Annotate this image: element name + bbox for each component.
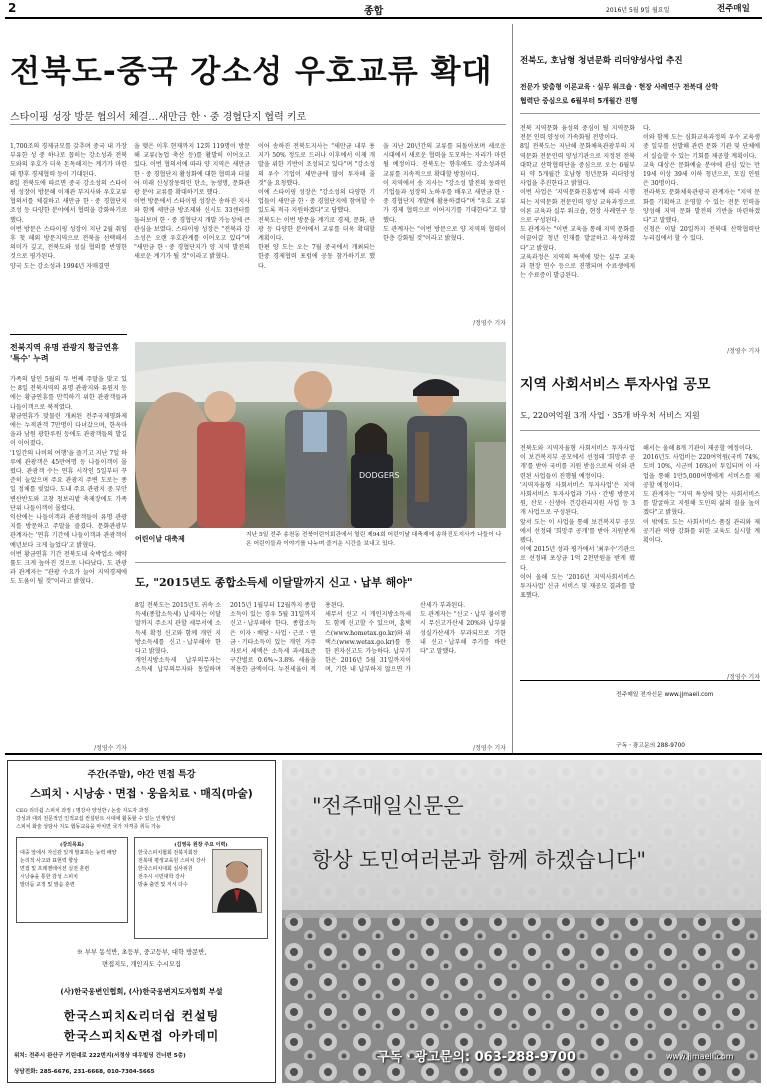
service-sub-rule <box>520 430 760 431</box>
profile-item: 전주시 시민대학 강사 <box>138 874 185 880</box>
sidebar-top-rule <box>10 334 127 335</box>
speech-ad-top-line: 주간(주말), 야간 면접 특강 <box>87 770 196 780</box>
right-column-divider <box>512 24 513 754</box>
speech-ad-extra-1: ※ 부부 동석반, 초등부, 중고등부, 대학 방문반, <box>76 949 207 956</box>
page-number: 2 <box>8 1 17 15</box>
speech-ad-address: 위치: 전주시 완산구 기린대로 222번지(서정상 대우빌딩 건너편 5층) <box>14 1053 186 1059</box>
sidebar-headline: 전북지역 유명 관광지 황금연휴 '특수' 누려 <box>10 342 119 363</box>
youth-subhead: 전문가 맞춤형 이론교육ㆍ실무 워크숍ㆍ현장 사례연구 전북대 산학협력단 중심으로 6월부터 5개월간 진행 <box>520 83 719 105</box>
speech-ad-headline: 스피치ㆍ시낭송ㆍ면접ㆍ웅음치료ㆍ매직(마술) <box>30 787 253 800</box>
header-rule <box>5 17 762 19</box>
issue-date: 2016년 5월 9일 월요일 <box>606 7 670 14</box>
speech-ad-name1: 한국스피치&리더쉽 컨설팅 <box>63 1009 220 1023</box>
ad-slogan-line1: "전주매일신문은 <box>312 794 464 818</box>
tax-byline: /정영수 기자 <box>473 745 506 752</box>
youth-sub-rule <box>520 113 760 114</box>
page-header <box>0 0 767 18</box>
ad-contact: 구독ㆍ광고문의: 063-288-9700 <box>377 1050 576 1065</box>
main-article-col2: 을 맺은 이후 현재까지 12회 119명이 방문해 교류(농업 축산 등)를 활발히 이어오고 있다. 이번 협의서에 따라 양 지역은 새만금 한ㆍ중 경협단지 활성화에 대한 협력과 더불어 미래 신성장동력인 탄소, 농생명, 문화관광 분야 교류를 확대하기로 했다. 이번 방문에서 스타이핑 성장은 송하진 지사와 함께 새만금 방조제와 신시도 33센터를 둘러보며 한ㆍ중 경협단지 개발 가능성에 큰 관심을 보였다. 스타이핑 성장은 "전북과 강소성은 오랜 우호관계를 이어오고 있다"며 "새만금 한ㆍ중 경협단지가 양 지역 발전의 새로운 계기가 될 것"이라고 밝혔다. <box>134 143 250 261</box>
main-headline: 전북도-중국 강소성 우호교류 확대 <box>10 54 493 90</box>
photo-caption: 지난 5일 전주 송천동 전북어린이회관에서 열린 제94회 어린이날 대축제에 송하진도지사가 나들이 나온 어린이들과 이야기를 나누며 즐거운 시간을 보내고 있다. <box>246 532 502 547</box>
photo-figures <box>135 342 506 528</box>
speech-ad-bullet: 스피치 화술 상담사 지도 협동교육을 마치면 국가 자격증 취득 가능 <box>16 824 161 830</box>
section-name: 종합 <box>364 6 384 17</box>
ad-slogan-line2: 항상 도민여러분과 함께 하겠습니다" <box>312 848 646 872</box>
youth-col1: 전북 지역문화 융성의 중심이 될 지역문화 전문 인력 양성이 가속화될 전망이다. 8일 전북도는 지난해 문화체육관광부의 지역문화 전문인력 양성기관으로 지정된 전북대학교 산학협력단을 중심으로 오는 6월부터 약 5개월간 호남형 청년문화 리더양성 사업을 추진한다고 밝혔다. 이번 사업은 '지역문화진흥법'에 따라 시행되는 지역문화 전문인력 양성 교육과정으로 이론 교육과 실무 워크숍, 현장 사례연구 등으로 구성된다. 도 관계자는 "이번 교육을 통해 지역 문화를 이끌어갈 청년 인재를 발굴하고 육성하겠다"고 밝혔다. 교육과정은 지역의 특색에 맞는 실무 교육과 현장 연수 등으로 진행되며 수료생에게는 수료증이 발급된다. <box>520 125 635 280</box>
goal-item: 면접 및 프레젠테이션 실전 훈련 <box>20 866 90 872</box>
subscribe-box <box>520 680 760 748</box>
speech-ad-orgs: (사)한국웅변인협회, (사)한국웅변지도자협회 부설 <box>60 987 223 996</box>
profile-item: 한국스피치대회 심사위원 <box>138 866 193 872</box>
portrait-image <box>213 850 261 912</box>
service-col2: 해서는 올해 8개 기관이 제공할 예정이다. 2016년도 사업비는 220여억원(국비 74%, 도비 10%, 시군비 16%)이 투입되며 이 사업을 통해 1만5,000여명에게 서비스를 제공할 예정이다. 도 관계자는 "지역 특성에 맞는 사회서비스를 발굴하고 지원해 도민의 삶의 질을 높이겠다"고 밝혔다. 이 밖에도 도는 사회서비스 품질 관리와 제공기관 역량 강화를 위한 교육도 실시할 계획이다. <box>643 445 760 545</box>
photo-caption-label: 어린이날 대축제 <box>135 534 185 543</box>
speech-ad <box>7 760 276 1083</box>
goal-item: 논리적 사고와 표현력 향상 <box>20 858 78 864</box>
main-article-col1: 1,700조의 경제규모를 갖추며 중국 내 가장 부유한 성 중 하나로 꼽히는 강소성과 전북도와의 우호가 더욱 돈독해지는 계기가 마련돼 향후 경제협력 등이 기대된다. 8일 전북도에 따르면 중국 강소성의 스타이핑 성장이 방문해 이재관 부지사와 우호교류 협의서를 체결하고 새만금 한ㆍ중 경협단지 조성 등 다양한 분야에서 협력을 강화하기로 했다. 이번 방문은 스타이핑 성장이 지난 2월 취임 후 첫 해외 방문지역으로 전북을 선택해서 의미가 깊고, 전북도와 성실 협의를 반영한 것으로 평가된다. 양국 도는 강소성과 1994년 자매결연 <box>10 143 127 270</box>
main-subheadline: 스타이핑 성장 방문 협의서 체결…새만금 한ㆍ중 경협단지 협력 키로 <box>10 112 307 123</box>
tax-headline: 도, "2015년도 종합소득세 이달말까지 신고ㆍ납부 해야" <box>135 576 413 589</box>
youth-byline: /정영수 기자 <box>727 348 760 355</box>
tax-body: 8일 전북도는 2015년도 귀속 소득세(종합소득세) 납세자는 이달 말까지 주소지 관할 세무서에 소득세 확정 신고와 함께 개인 지방소득세를 신고ㆍ납부해야 한다고 밝혔다. 개인지방소득세 납부의무자는 소득세 납부의무자와 동일하며 2015년 1월부터 12월까지 종합소득이 있는 경우 5월 31일까지 신고ㆍ납부해야 한다. 종합소득은 이자ㆍ배당ㆍ사업ㆍ근로ㆍ연금ㆍ기타소득이 있는 개인 거주자로서 세액은 소득세 과세표준 구간별로 0.6%~3.8% 세율을 적용한 금액이다. 누진세율이 적용된다. 세무서 신고 시 개인지방소득세도 함께 신고할 수 있으며, 홈택스(www.hometax.go.kr)와 위택스(www.wetax.go.kr)를 통한 전자신고도 가능하다. 납부기한은 2016년 5월 31일까지이며, 기한 내 납부하지 않으면 가산세가 부과된다. 도 관계자는 "신고ㆍ납부 불이행 시 무신고가산세 20%와 납부불성실가산세가 부과되므로 기한 내 신고ㆍ납부해 주기를 바란다"고 말했다. <box>135 602 506 674</box>
goal-item: 말더듬 교정 및 발음 훈련 <box>20 882 75 888</box>
goals-title: (강의목표) <box>59 842 85 848</box>
goal-item: 시낭송을 통한 감성 스피치 <box>20 874 78 880</box>
svg-text:DODGERS: DODGERS <box>359 471 400 480</box>
ad-website: www.jjmaeil.com <box>666 1052 734 1061</box>
service-subhead: 도, 220여억원 3개 사업ㆍ35개 바우처 서비스 지원 <box>520 411 700 420</box>
e-paper-line: 전주매일 전자신문 www.jjmaeil.com <box>616 692 714 698</box>
goal-item: 대중 앞에서 자신감 있게 발표하는 능력 배양 <box>20 850 117 856</box>
speech-ad-extra-2: 면접지도, 개인지도 수시모집 <box>102 961 181 968</box>
main-article-col3: 이어 송하진 전북도지사는 "새만금 내부 용지가 50% 정도로 드러나 이후에서 이제 개발을 위한 기반이 조성되고 있다"며 "강소성의 우수 기업이 새만금에 많이 투자해 줄 것"을 요청했다. 이에 스타이핑 성장은 "강소성의 다양한 기업들이 새만금 한ㆍ중 경협단지에 참여할 수 있도록 적극 지원하겠다"고 답했다. 전북도는 이번 방문을 계기로 경제, 문화, 관광 등 다양한 분야에서 교류를 더욱 확대할 계획이다. 한편 양 도는 오는 7월 중국에서 개최되는 한중 경제협력 포럼에 공동 참가하기로 했다. <box>258 143 375 270</box>
service-col1: 전북도와 지역자율형 사회서비스 투자사업이 보건복지부 공모에서 선정돼 '희망주 공개'를 받아 국비를 지원 받음으로써 이와 관련된 사업들이 진행될 예정이다. '지역자율형 사회서비스 투자사업'은 지역사회서비스 투자사업과 가사ㆍ간병 방문지원, 산모ㆍ신생아 건강관리지원 사업 등 3개 사업으로 구성된다. 앞서 도는 이 사업을 통해 보건복지부 공모에서 선정돼 '희망주 공개'를 받아 지원받게 됐다. 이에 2015년 성과 평가에서 '최우수'기관으로 선정돼 포상금 1억 2천만원을 받게 됐다. 이어 올해 도는 '2016년 지역사회서비스 투자사업' 신규 서비스 및 재공모 결과를 발표했다. <box>520 445 635 600</box>
speech-ad-bullet: CEO 리더쉽 스피치 과정 / 명강사 양성반 / 논술 지도자 과정 <box>16 808 149 814</box>
festival-photo <box>135 342 506 528</box>
profile-item: 전북대 평생교육원 스피치 강사 <box>138 858 206 864</box>
main-article-byline: /정영수 기자 <box>473 320 506 327</box>
service-headline: 지역 사회서비스 투자사업 공모 <box>520 377 711 393</box>
ad-section-rule <box>5 753 762 755</box>
main-article-col4: 을 지난 20년간의 교류를 되돌아보며 새로운 시대에서 새로운 협력을 도모하는 자리가 마련될 예정이다. 전북도는 향후에도 강소성과의 교류를 지속적으로 확대할 방침이다. 이 지역에서 송 지사는 "강소성 발전의 동력인 기업들과 성장의 노하우를 배우고 새만금 한ㆍ중 경협단지 개발에 활용하겠다"며 "우호 교류가 경제 협력으로 이어지기를 기대한다"고 말했다. 도 관계자는 "이번 방문으로 양 지역의 협력이 한층 강화될 것"이라고 밝혔다. <box>383 143 506 243</box>
paper-name: 전주매일 <box>717 4 750 14</box>
subscribe-contact-line: 구독ㆍ광고문의 288-9700 <box>616 743 685 749</box>
speech-ad-bullet: 강성과 대외 전문적인 인적교섭 컨설턴트 시대에 활동할 수 있는 인재양성 <box>16 816 176 822</box>
profile-item: 방송 출연 및 저서 다수 <box>138 882 188 888</box>
speech-ad-portrait <box>212 849 262 913</box>
newspaper-ad <box>282 760 761 1083</box>
speech-ad-name2: 한국스피치&면접 아카데미 <box>63 1029 220 1043</box>
subheadline-rule <box>10 124 506 125</box>
youth-col2: 다. 이와 함께 도는 심화교육과정의 우수 교육생 중 일부를 선발해 관련 문화 기관 및 단체에서 실습할 수 있는 기회를 제공할 계획이다. 교육 대상은 문화예술 분야에 관심 있는 만 19세 이상 39세 이하 청년으로, 모집 인원은 30명이다. 전라북도 문화체육관광국 관계자는 "지역 문화를 기획하고 운영할 수 있는 전문 인력을 양성해 지역 문화 발전의 기반을 마련하겠다"고 말했다. 신청은 이달 20일까지 전북대 산학협력단 누리집에서 할 수 있다. <box>643 125 760 243</box>
tax-top-rule <box>135 562 506 563</box>
service-byline: /정영수 기자 <box>727 674 760 681</box>
youth-headline: 전북도, 호남형 청년문화 리더양성사업 추진 <box>520 56 683 66</box>
speech-ad-phone: 상담전화: 285-6676, 231-6668, 010-7304-5665 <box>14 1069 155 1075</box>
sidebar-body: 가족의 달인 5월의 두 번째 주말을 맞고 있는 8일 전북지역의 유명 관광지와 유원지 등에는 황금연휴를 만끽하기 위한 관광객들과 나들이객으로 북적였다. 황금연휴가 맞물린 개최된 전주국제영화제에는 누적관객 7만명이 다녀갔으며, 한옥마을과 남원 광한루원 등에도 관광객들의 발길이 이어졌다. '1일간의 나비의 여행'을 즐기고 지난 7일 하루에 관광객은 45만여명 등 나들이객이 몰렸다. 관광객 수는 연휴 시작인 5일부터 꾸준히 늘었으며 주요 관광지 주변 도로는 종일 정체를 빚었다. 도내 주요 관광지 중 부안 변산반도와 고창 청보리밭 축제장에도 가족 단위 나들이객이 몰렸다. 익산에는 나들이객과 관광객들이 유명 관광지를 방문하고 주말을 즐겼다. 문화관광부 관계자는 '연휴 기간에 나들이객과 관광객이 예년보다 크게 늘었다'고 밝혔다. 이번 황금연휴 기간 전북도내 숙박업소 예약률도 크게 높아진 것으로 나타났다. 도 관광과 관계자는 "관광 수요가 늘어 지역경제에도 도움이 될 것"이라고 밝혔다. <box>10 376 127 586</box>
profile-item: 한국스피치협회 전북지회장 <box>138 850 198 856</box>
speech-ad-bullet-list <box>16 807 268 831</box>
profile-title: (김영옥 원장 주요 이력) <box>174 842 228 848</box>
speech-ad-goals <box>16 837 128 923</box>
sidebar-byline: /정영수 기자 <box>94 745 127 752</box>
